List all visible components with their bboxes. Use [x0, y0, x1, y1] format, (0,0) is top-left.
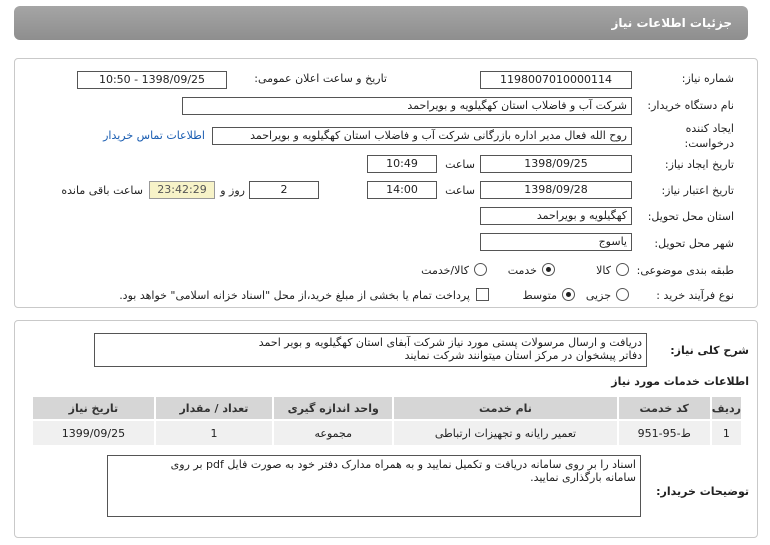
category-goods-radio[interactable] — [616, 263, 629, 276]
category-service-radio[interactable] — [542, 263, 555, 276]
page-header — [14, 6, 748, 40]
service-name-cell: تعمیر رایانه و تجهیزات ارتباطی — [393, 420, 617, 446]
services-header-row — [32, 396, 742, 420]
buyer-notes-label: توضیحات خریدار: — [656, 485, 749, 498]
validity-date-label: تاریخ اعتبار نیاز: — [661, 184, 734, 197]
province-field: کهگیلویه و بویراحمد — [480, 207, 632, 225]
category-label: طبقه بندی موضوعی: — [636, 264, 734, 277]
need-summary-panel — [14, 320, 758, 538]
summary-text: دریافت و ارسال مرسولات پستی مورد نیاز شرکت آبفای استان کهگیلویه و بویر احمد دفاتر پیشخوان در مرکز استان میتوانند شرکت نمایند — [94, 333, 647, 367]
announce-field: 1398/09/25 - 10:50 — [77, 71, 227, 89]
services-table — [31, 395, 743, 447]
col-row-header: ردیف — [711, 396, 742, 420]
category-goods-label: کالا — [596, 264, 611, 277]
need-number-label: شماره نیاز: — [681, 72, 734, 85]
quantity-cell: 1 — [155, 420, 273, 446]
need-date-cell: 1399/09/25 — [32, 420, 155, 446]
purchase-type-label: نوع فرآیند خرید : — [656, 289, 734, 302]
created-time-label: ساعت — [445, 158, 475, 171]
page-title: جزئیات اطلاعات نیاز — [611, 16, 732, 30]
created-date-field: 1398/09/25 — [480, 155, 632, 173]
purchase-medium-radio[interactable] — [562, 288, 575, 301]
category-service-label: خدمت — [507, 264, 537, 277]
col-date-header: تاریخ نیاز — [32, 396, 155, 420]
need-info-panel — [14, 58, 758, 308]
service-code-cell: ط-95-951 — [618, 420, 711, 446]
validity-time-label: ساعت — [445, 184, 475, 197]
col-qty-header: تعداد / مقدار — [155, 396, 273, 420]
announce-label: تاریخ و ساعت اعلان عمومی: — [254, 72, 387, 85]
col-unit-header: واحد اندازه گیری — [273, 396, 393, 420]
payment-note: پرداخت تمام یا بخشی از مبلغ خرید،از محل "اسناد خزانه اسلامی" خواهد بود. — [119, 289, 470, 302]
remaining-label: ساعت باقی مانده — [61, 184, 143, 197]
row-number-cell: 1 — [711, 420, 742, 446]
buyer-org-field: شرکت آب و فاضلاب استان کهگیلویه و بویراحمد — [182, 97, 632, 115]
validity-time-field: 14:00 — [367, 181, 437, 199]
contact-buyer-link[interactable]: اطلاعات تماس خریدار — [103, 129, 205, 142]
purchase-medium-label: متوسط — [522, 289, 557, 302]
created-time-field: 10:49 — [367, 155, 437, 173]
created-date-label: تاریخ ایجاد نیاز: — [664, 158, 734, 171]
summary-label: شرح کلی نیاز: — [670, 344, 749, 357]
purchase-minor-label: جزیی — [585, 289, 611, 302]
treasury-checkbox[interactable] — [476, 288, 489, 301]
unit-cell: مجموعه — [273, 420, 393, 446]
purchase-minor-radio[interactable] — [616, 288, 629, 301]
creator-label-1: ایجاد کننده — [685, 122, 734, 135]
services-title: اطلاعات خدمات مورد نیاز — [611, 375, 749, 388]
creator-label-2: درخواست: — [684, 137, 734, 150]
creator-field: روح الله فعال مدیر اداره بازرگانی شرکت آب و فاضلاب استان کهگیلویه و بویراحمد — [212, 127, 632, 145]
validity-date-field: 1398/09/28 — [480, 181, 632, 199]
city-field: یاسوج — [480, 233, 632, 251]
col-code-header: کد خدمت — [618, 396, 711, 420]
category-both-radio[interactable] — [474, 263, 487, 276]
days-field: 2 — [249, 181, 319, 199]
days-label: روز و — [220, 184, 245, 197]
category-both-label: کالا/خدمت — [421, 264, 469, 277]
buyer-notes-text: اسناد را بر روی سامانه دریافت و تکمیل نمایید و به همراه مدارک دفتر خود به صورت فایل pdf بر روی سامانه بارگذاری نمایید. — [107, 455, 641, 517]
col-name-header: نام خدمت — [393, 396, 617, 420]
table-row — [32, 420, 742, 446]
city-label: شهر محل تحویل: — [654, 237, 734, 250]
need-number-field: 1198007010000114 — [480, 71, 632, 89]
buyer-org-label: نام دستگاه خریدار: — [647, 99, 734, 112]
remaining-time-field: 23:42:29 — [149, 181, 215, 199]
province-label: استان محل تحویل: — [647, 210, 734, 223]
